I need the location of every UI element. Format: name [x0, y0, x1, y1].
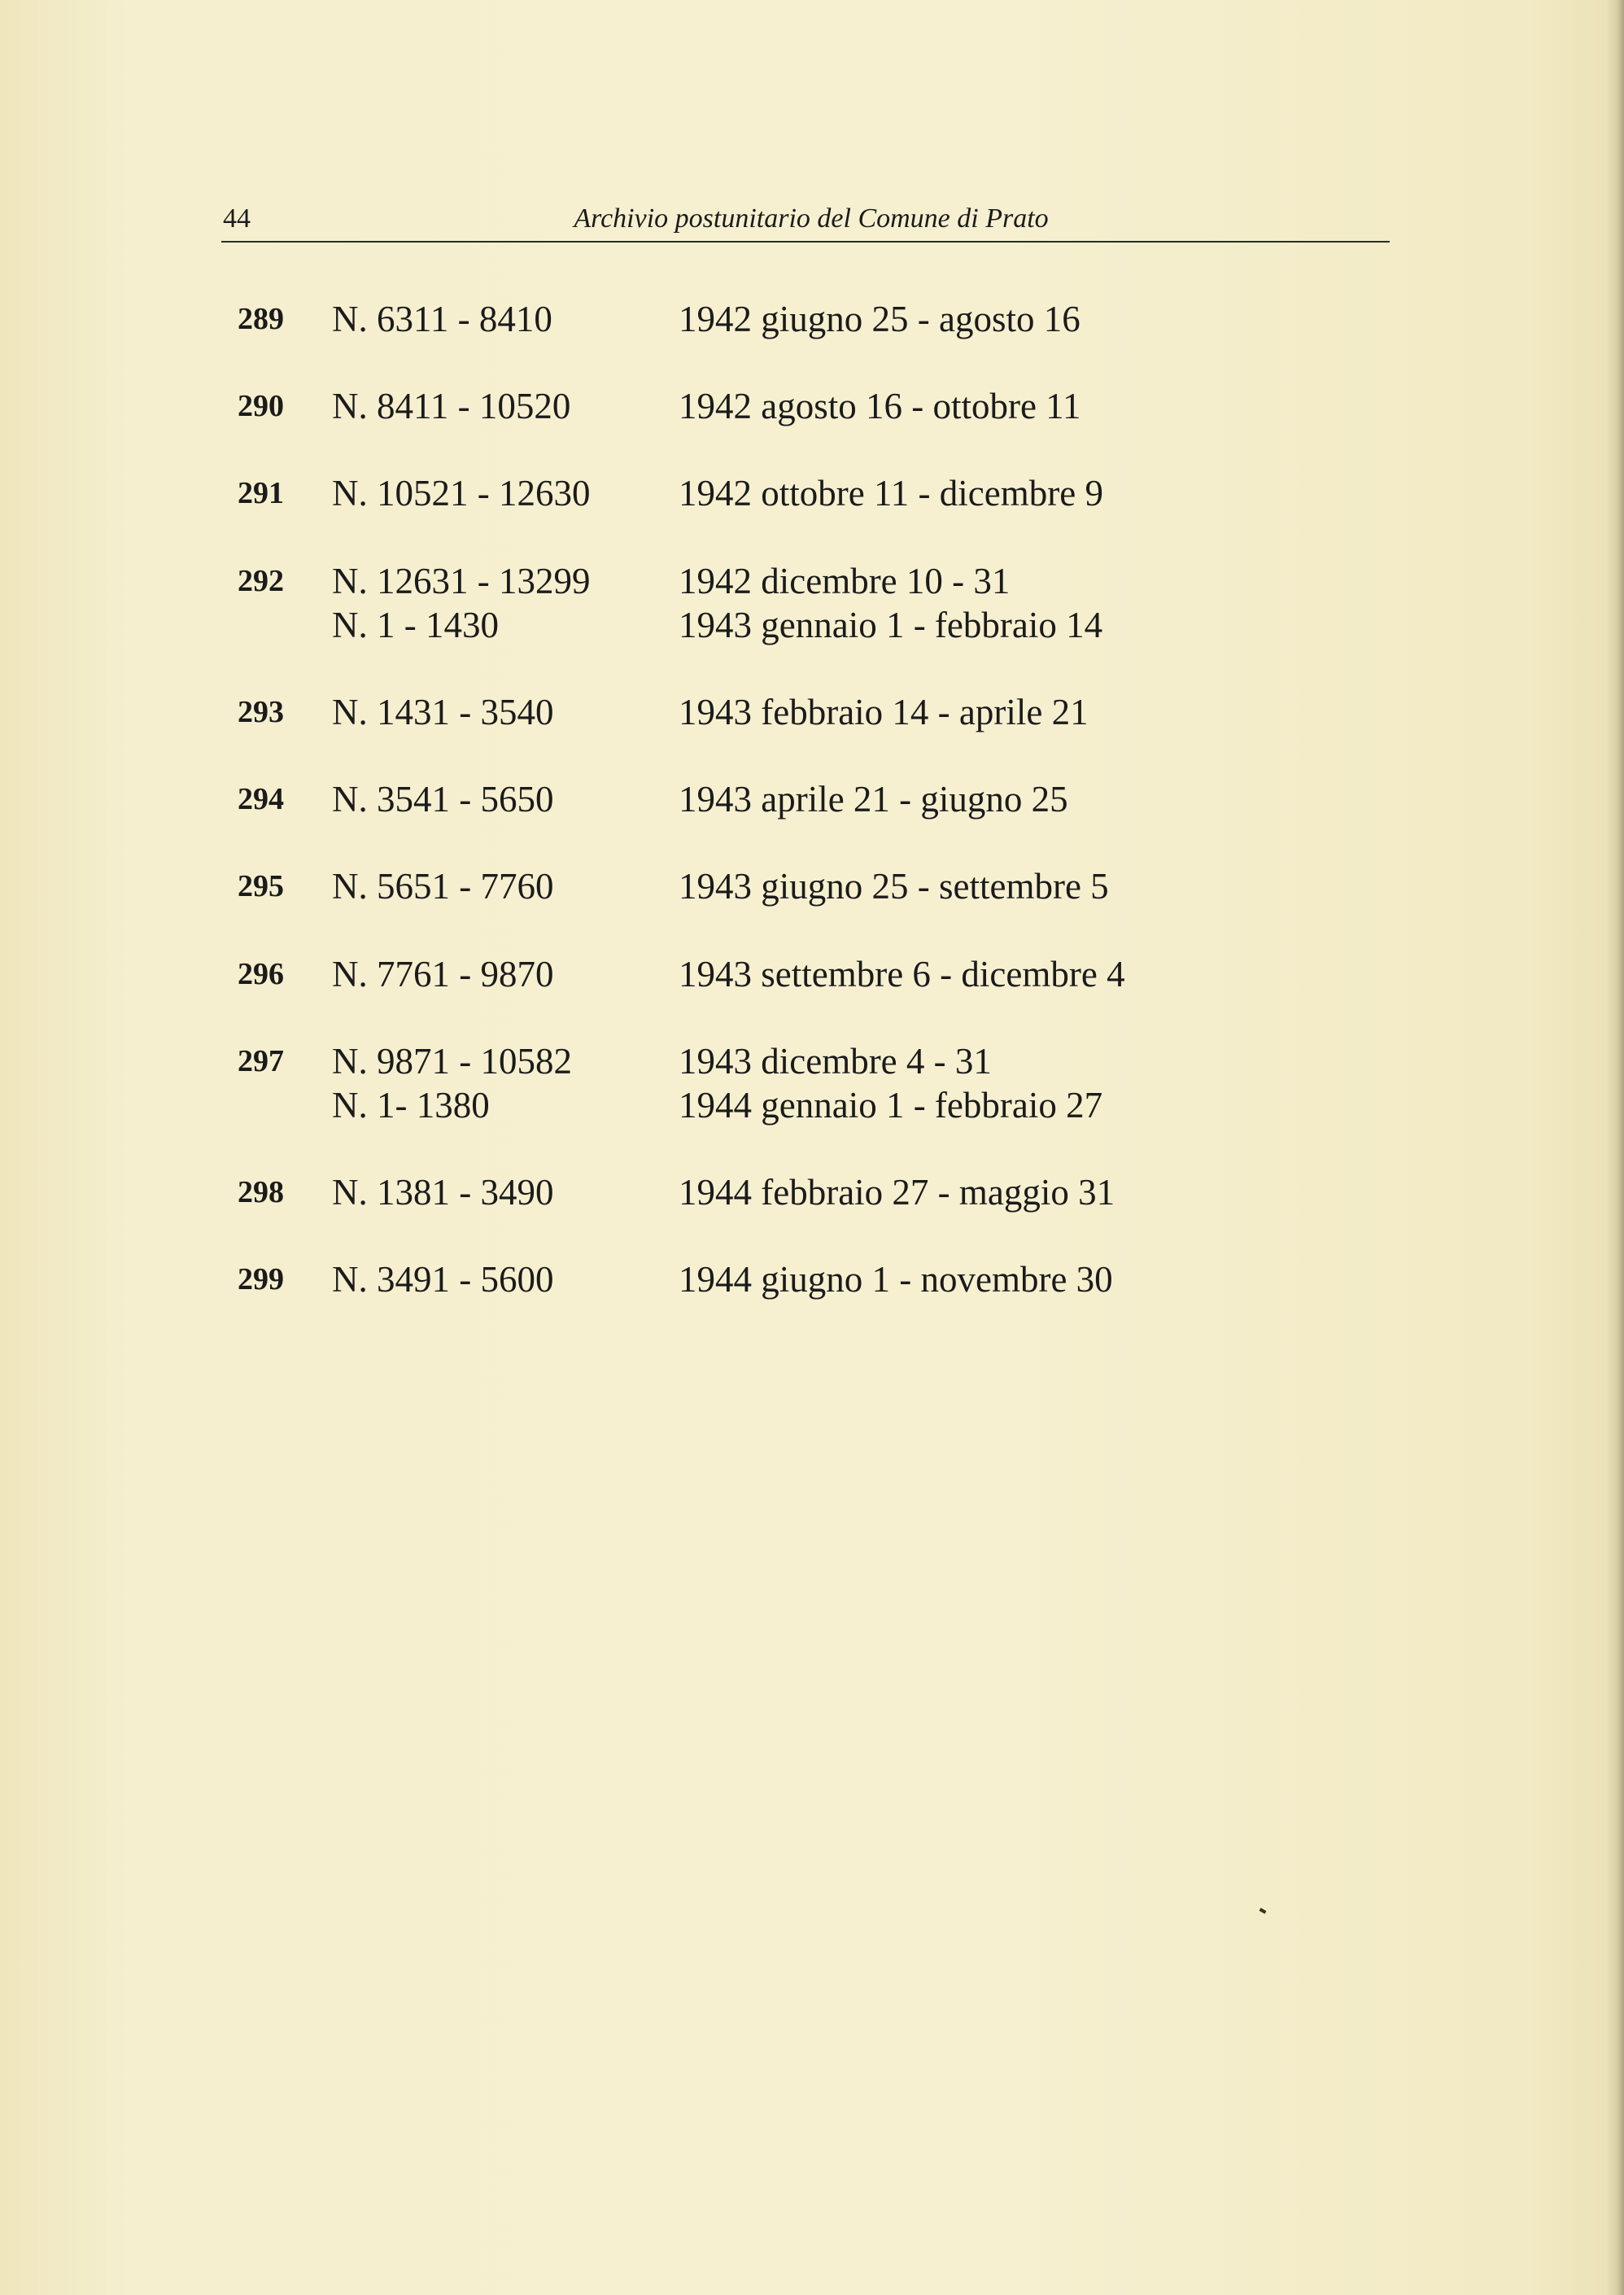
- entry-number-range: N. 7761 - 9870: [332, 954, 554, 994]
- entry-id: 296: [238, 957, 284, 991]
- entry-number-range: N. 1- 1380: [332, 1085, 490, 1126]
- entry-number-range: N. 9871 - 10582: [332, 1041, 572, 1082]
- entry-id: 290: [238, 389, 284, 423]
- entry-number-range: N. 12631 - 13299: [332, 561, 591, 601]
- entry-number-range: N. 1381 - 3490: [332, 1172, 554, 1213]
- entry-date-range: 1942 dicembre 10 - 31: [679, 561, 1011, 601]
- entry-date-range: 1944 gennaio 1 - febbraio 27: [679, 1085, 1103, 1126]
- entry-date-range: 1943 giugno 25 - settembre 5: [679, 866, 1109, 907]
- entry-date-range: 1943 aprile 21 - giugno 25: [679, 779, 1068, 820]
- page-header: [221, 200, 1390, 243]
- entry-number-range: N. 8411 - 10520: [332, 386, 571, 426]
- entry-id: 299: [238, 1262, 284, 1296]
- entry-date-range: 1943 febbraio 14 - aprile 21: [679, 692, 1089, 732]
- entry-id: 297: [238, 1044, 284, 1078]
- entry-id: 294: [238, 782, 284, 816]
- entry-number-range: N. 1 - 1430: [332, 605, 499, 645]
- page-edge-shadow: [1606, 0, 1624, 2295]
- entry-number-range: N. 3541 - 5650: [332, 779, 554, 820]
- entry-number-range: N. 5651 - 7760: [332, 866, 554, 907]
- entry-number-range: N. 10521 - 12630: [332, 473, 591, 514]
- page-number: 44: [223, 203, 251, 234]
- entry-id: 291: [238, 476, 284, 510]
- entry-number-range: N. 3491 - 5600: [332, 1259, 554, 1300]
- entry-id: 295: [238, 869, 284, 903]
- entry-date-range: 1942 agosto 16 - ottobre 11: [679, 386, 1081, 426]
- paper-speck: [1259, 1908, 1267, 1913]
- entry-date-range: 1942 giugno 25 - agosto 16: [679, 299, 1080, 339]
- entry-date-range: 1942 ottobre 11 - dicembre 9: [679, 473, 1103, 514]
- entry-id: 289: [238, 302, 284, 336]
- entry-id: 293: [238, 695, 284, 729]
- entry-date-range: 1943 settembre 6 - dicembre 4: [679, 954, 1125, 994]
- running-title: Archivio postunitario del Comune di Prato: [574, 203, 1049, 234]
- entry-id: 292: [238, 564, 284, 598]
- entry-date-range: 1944 giugno 1 - novembre 30: [679, 1259, 1113, 1300]
- entry-id: 298: [238, 1175, 284, 1209]
- entry-number-range: N. 6311 - 8410: [332, 299, 552, 339]
- entry-date-range: 1944 febbraio 27 - maggio 31: [679, 1172, 1115, 1213]
- entry-date-range: 1943 dicembre 4 - 31: [679, 1041, 992, 1082]
- entry-number-range: N. 1431 - 3540: [332, 692, 554, 732]
- entry-date-range: 1943 gennaio 1 - febbraio 14: [679, 605, 1103, 645]
